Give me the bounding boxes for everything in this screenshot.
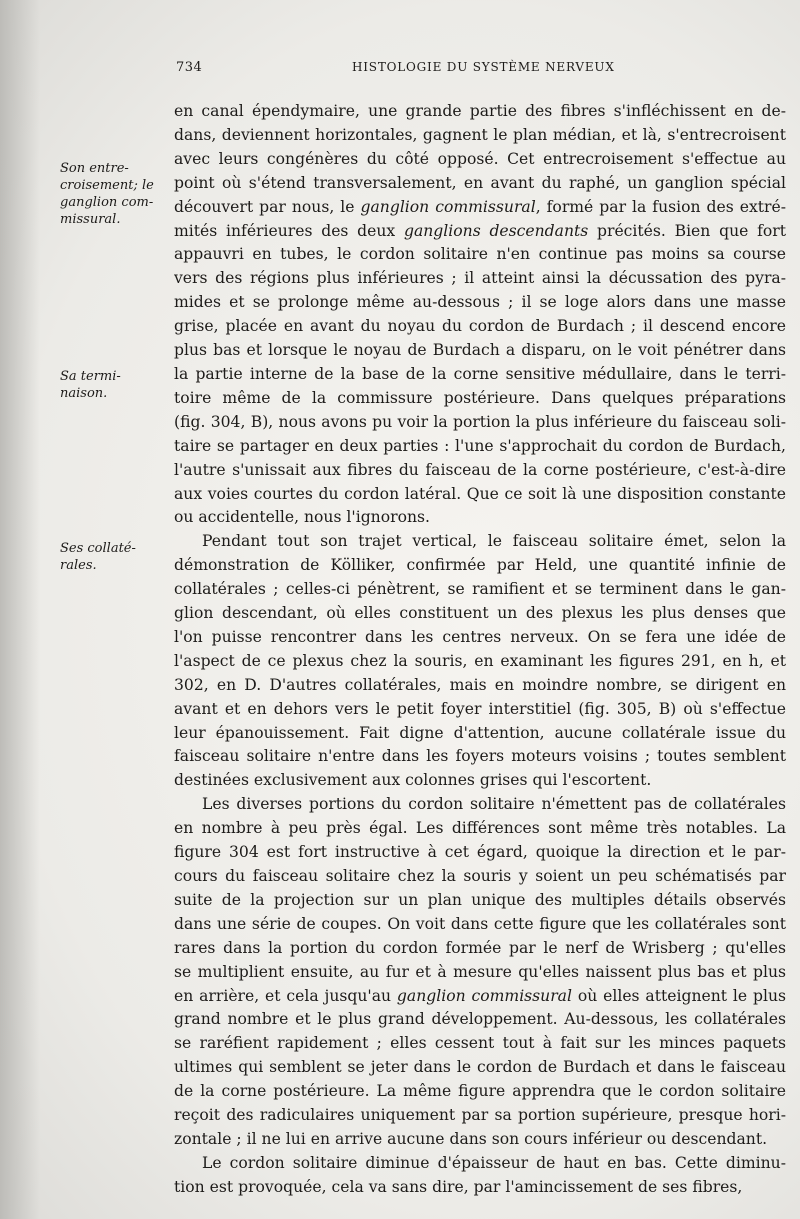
margin-note-line: rales. [60,558,97,573]
text-line: (fig. 304, B), nous avons pu voir la portion la plus inférieure du faisceau soli- [174,412,786,431]
italic-term: ganglions descendants [403,221,589,240]
text-line: cours du faisceau solitaire chez la souris y soient un peu schématisés par [174,867,786,885]
margin-note-line: croisement; le [60,178,154,193]
text-line: vers des régions plus inférieures ; il atteint ainsi la décussation des pyra- [174,269,786,288]
italic-term: ganglion commissural [360,197,536,216]
text-line: tion est provoquée, cela va sans dire, par l'amincissement de ses fibres, [174,1177,743,1196]
text-line: Le cordon solitaire diminue d'épaisseur de haut en bas. Cette diminu- [202,1153,786,1172]
text-line: l'aspect de ce plexus chez la souris, en examinant les figures 291, en h, et [174,651,786,670]
paragraph [174,530,786,793]
text-line: plus bas et lorsque le noyau de Burdach a disparu, on le voit pénétrer dans [174,341,786,360]
text-line: l'on puisse rencontrer dans les centres nerveux. On se fera une idée de [174,627,786,646]
italic-term: ganglion commissural [396,986,572,1005]
text-line: se multiplient ensuite, au fur et à mesure qu'elles naissent plus bas et plus [174,962,786,981]
text-line: se raréfient rapidement ; elles cessent tout à fait sur les minces paquets [174,1034,786,1053]
text-line: l'autre s'unissait aux fibres du faisceau de la corne postérieure, c'est-à-dire [174,460,786,479]
text-line: point où s'étend transversalement, en avant du raphé, un ganglion spécial [174,173,786,192]
page-header [176,60,776,82]
text-line: avec leurs congénères du côté opposé. Cet entrecroisement s'effectue au [174,149,786,168]
text-line: mités inférieures des deux ganglions descendants précités. Bien que fort [174,221,786,240]
margin-note-line: ganglion com- [60,195,154,210]
text-line: en nombre à peu près égal. Les différences sont même très notables. La [174,819,786,838]
text-line: en canal épendymaire, une grande partie des fibres s'infléchissent en de- [174,102,786,120]
margin-note-entrecroisement [60,160,170,228]
margin-note-line: naison. [60,386,108,401]
text-line: mides et se prolonge même au-dessous ; il se loge alors dans une masse [174,293,786,312]
text-line: taire se partager en deux parties : l'une s'approchait du cordon de Burdach, [174,436,786,455]
text-line: 302, en D. D'autres collatérales, mais en moindre nombre, se dirigent en [174,675,786,694]
text-line: Pendant tout son trajet vertical, le faisceau solitaire émet, selon la [202,532,786,551]
text-line: démonstration de Kölliker, confirmée par Held, une quantité infinie de [174,556,786,575]
page-number: 734 [176,60,203,75]
text-line: suite de la projection sur un plan unique des multiples détails observés [174,890,786,909]
text-line: rares dans la portion du cordon formée par le nerf de Wrisberg ; qu'elles [174,938,786,957]
text-line: Les diverses portions du cordon solitaire n'émettent pas de collatérales [202,795,786,814]
body-text [174,100,786,1200]
text-line: faisceau solitaire n'entre dans les foyers moteurs voisins ; toutes semblent [174,747,786,766]
text-line: appauvri en tubes, le cordon solitaire n'en continue pas moins sa course [174,245,786,264]
paragraph [174,1152,786,1200]
paragraph [174,793,786,1152]
text-line: destinées exclusivement aux colonnes grises qui l'escortent. [174,771,652,790]
margin-note-terminaison [60,368,170,402]
text-line: glion descendant, où elles constituent un des plexus les plus denses que [174,604,786,623]
text-line: zontale ; il ne lui en arrive aucune dans son cours inférieur ou descendant. [174,1129,768,1148]
text-line: en arrière, et cela jusqu'au ganglion commissural où elles atteignent le plus [174,986,786,1005]
text-line: de la corne postérieure. La même figure apprendra que le cordon solitaire [174,1082,786,1101]
text-line: leur épanouissement. Fait digne d'attention, aucune collatérale issue du [174,723,786,742]
text-line: découvert par nous, le ganglion commissural, formé par la fusion des extré- [174,197,786,216]
text-line: avant et en dehors vers le petit foyer interstitiel (fig. 305, B) où s'effectue [174,699,786,718]
margin-note-line: Son entre- [60,161,129,176]
text-line: ou accidentelle, nous l'ignorons. [174,508,430,527]
text-line: dans, deviennent horizontales, gagnent le plan médian, et là, s'entrecroisent [174,125,786,144]
gutter-shadow [0,0,40,1219]
text-line: ultimes qui semblent se jeter dans le cordon de Burdach et dans le faisceau [174,1058,786,1077]
text-line: reçoit des radiculaires uniquement par sa portion supérieure, presque hori- [174,1106,786,1125]
margin-note-collaterales [60,540,170,574]
text-line: toire même de la commissure postérieure. Dans quelques préparations [174,388,786,407]
text-line: aux voies courtes du cordon latéral. Que ce soit là une disposition constante [174,484,786,503]
text-line: dans une série de coupes. On voit dans cette figure que les collatérales sont [174,914,786,933]
paragraph [174,100,786,530]
margin-note-line: Ses collaté- [60,541,136,556]
text-line: grise, placée en avant du noyau du cordon de Burdach ; il descend encore [174,317,786,336]
text-line: grand nombre et le plus grand développement. Au-dessous, les collatérales [174,1010,786,1029]
text-line: figure 304 est fort instructive à cet égard, quoique la direction et le par- [174,843,786,862]
margin-note-line: Sa termi- [60,369,121,384]
text-line: collatérales ; celles-ci pénètrent, se ramifient et se terminent dans le gan- [174,580,786,599]
text-line: la partie interne de la base de la corne sensitive médullaire, dans le terri- [174,364,786,383]
running-title: HISTOLOGIE DU SYSTÈME NERVEUX [352,60,615,74]
margin-note-line: missural. [60,212,121,227]
